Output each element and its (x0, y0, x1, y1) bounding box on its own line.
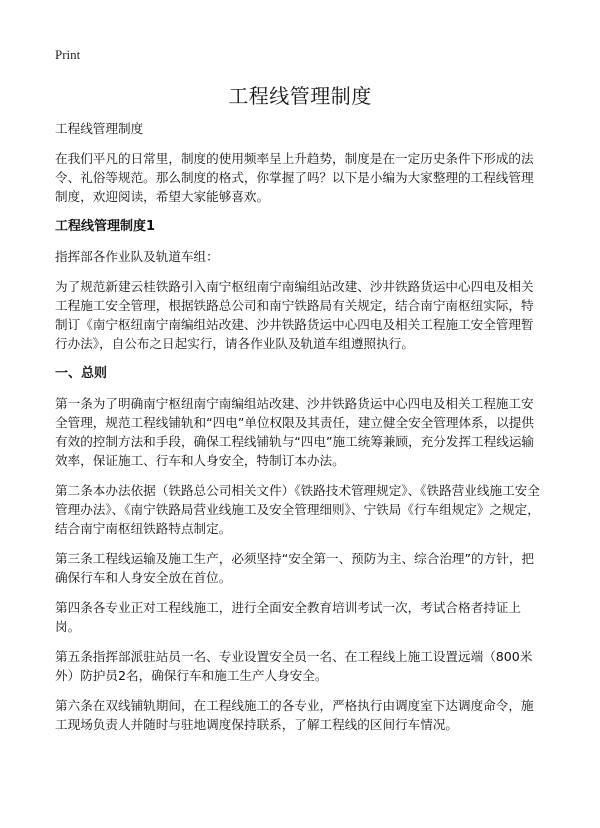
article-subtitle: 工程线管理制度 (55, 121, 144, 136)
preface-paragraph: 为了规范新建云桂铁路引入南宁枢纽南宁南编组站改建、沙井铁路货运中心四电及相关工程施工安全管理，根据铁路总公司和南宁铁路局有关规定，结合南宁南枢纽实际，特制订《南宁枢纽南宁南编组站改建、沙井铁路货运中心四电及相关工程施工安全管理暂行办法》，自公布之日起实行，请各作业队及轨道车组遵照执行。 (55, 279, 534, 351)
article-paragraph-5: 第五条指挥部派驻站员一名、专业设置安全员一名、在工程线上施工设置远端（800米外）防护员2名，确保行车和施工生产人身安全。 (55, 649, 533, 683)
article-body (55, 119, 545, 745)
print-link[interactable]: Print (55, 47, 81, 62)
article-paragraph-2: 第二条本办法依据（铁路总公司相关文件）《铁路技术管理规定》、《铁路营业线施工安全管理办法》、《南宁铁路局营业线施工及安全管理细则》、宁铁局《行车组规定》之规定，结合南宁南枢纽铁路特点制定。 (55, 483, 540, 536)
article-paragraph-4: 第四条各专业正对工程线施工，进行全面安全教育培训考试一次，考试合格者持证上岗。 (55, 600, 521, 634)
article-paragraph-6: 第六条在双线铺轨期间，在工程线施工的各专业，严格执行由调度室下达调度命令，施工现场负责人并随时与驻地调度保持联系，了解工程线的区间行车情况。 (55, 698, 534, 732)
intro-paragraph: 在我们平凡的日常里，制度的使用频率呈上升趋势，制度是在一定历史条件下形成的法令、礼俗等规范。那么制度的格式，你掌握了吗？以下是小编为大家整理的工程线管理制度，欢迎阅读，希望大家能够喜欢。 (55, 151, 534, 204)
article-paragraph-1: 第一条为了明确南宁枢纽南宁南编组站改建、沙井铁路货运中心四电及相关工程施工安全管理，规范工程线铺轨和“四电”单位权限及其责任，建立健全安全管理体系，以提供有效的控制方法和手段，确保工程线铺轨与“四电”施工统筹兼顾，充分发挥工程线运输效率，保证施工、行车和人身安全，特制订本办法。 (55, 396, 535, 468)
article-paragraph-3: 第三条工程线运输及施工生产，必须坚持“安全第一、预防为主、综合治理”的方针，把确保行车和人身安全放在首位。 (55, 551, 535, 585)
chapter-heading: 一、总则 (55, 366, 108, 381)
page-title: 工程线管理制度 (228, 84, 372, 108)
addressee-paragraph: 指挥部各作业队及轨道车组： (55, 249, 219, 264)
section-heading: 工程线管理制度1 (55, 219, 156, 234)
